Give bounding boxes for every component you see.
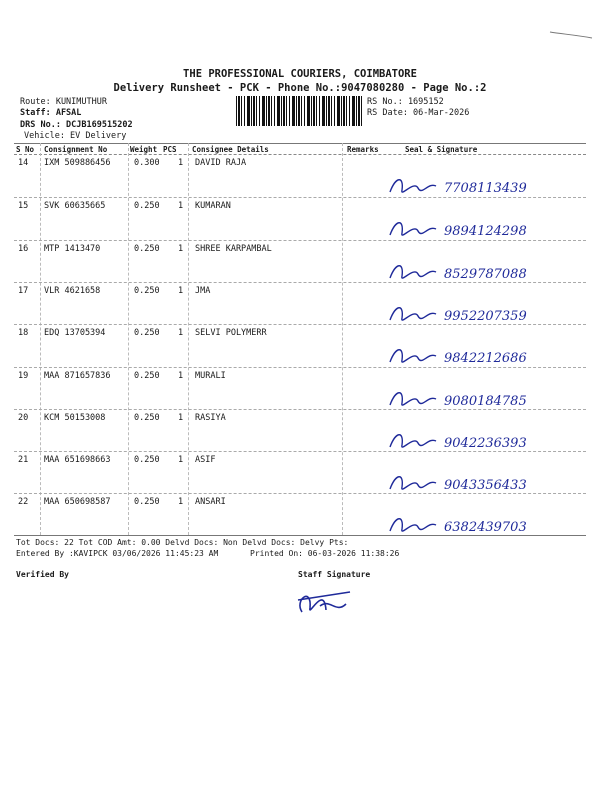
row-consignment-no: MAA 871657836 [44, 371, 111, 381]
column-divider [342, 143, 343, 535]
row-consignment-no: MTP 1413470 [44, 244, 101, 254]
row-sno: 17 [18, 286, 29, 296]
row-consignee: KUMARAN [195, 201, 231, 211]
row-consignment-no: MAA 651698663 [44, 455, 111, 465]
row-weight: 0.250 [134, 328, 160, 338]
signature-scribble [390, 266, 436, 278]
row-pcs: 1 [178, 286, 184, 296]
row-sno: 19 [18, 371, 29, 381]
row-separator [14, 282, 586, 283]
handwritten-phone: 9842212686 [444, 351, 527, 366]
handwritten-phone: 9952207359 [444, 309, 527, 324]
row-consignee: ASIF [195, 455, 216, 465]
row-separator [14, 324, 586, 325]
row-consignment-no: KCM 50153008 [44, 413, 106, 423]
staff-signature-label: Staff Signature [298, 570, 371, 579]
column-divider [188, 143, 189, 535]
handwritten-signature [388, 427, 588, 457]
row-separator [14, 451, 586, 452]
row-weight: 0.250 [134, 286, 160, 296]
signature-scribble [390, 223, 436, 235]
signature-scribble [390, 393, 436, 405]
row-consignee: SHREE KARPAMBAL [195, 244, 272, 254]
row-pcs: 1 [178, 244, 184, 254]
handwritten-phone: 7708113439 [444, 181, 527, 196]
row-separator [14, 197, 586, 198]
column-divider [128, 143, 129, 535]
row-consignment-no: SVK 60635665 [44, 201, 106, 211]
signature-scribble [390, 180, 436, 192]
vehicle: Vehicle: EV Delivery [24, 131, 127, 141]
row-sno: 15 [18, 201, 29, 211]
handwritten-phone: 6382439703 [444, 520, 527, 535]
company-name: THE PROFESSIONAL COURIERS, COIMBATORE [183, 68, 417, 80]
row-consignment-no: IXM 509886456 [44, 158, 111, 168]
signature-scribble [390, 308, 436, 320]
row-sno: 22 [18, 497, 29, 507]
handwritten-signature [388, 511, 588, 541]
handwritten-phone: 9080184785 [444, 394, 527, 409]
drs-number: DRS No.: DCJB169515202 [20, 120, 133, 130]
row-consignee: DAVID RAJA [195, 158, 247, 168]
row-sno: 16 [18, 244, 29, 254]
col-weight: Weight [130, 145, 158, 154]
route: Route: KUNIMUTHUR [20, 97, 107, 107]
row-sno: 21 [18, 455, 29, 465]
row-weight: 0.300 [134, 158, 160, 168]
signature-scribble [390, 477, 436, 489]
barcode [236, 96, 364, 126]
signature-scribble [390, 519, 436, 531]
signature-scribble [390, 350, 436, 362]
handwritten-phone: 9894124298 [444, 224, 527, 239]
totals-line: Tot Docs: 22 Tot COD Amt: 0.00 Delvd Docs: Non Delvd Docs: Delvy Pts: [16, 538, 349, 547]
col-sno: S No [16, 145, 35, 154]
row-pcs: 1 [178, 455, 184, 465]
row-sno: 20 [18, 413, 29, 423]
column-divider [40, 143, 41, 535]
row-weight: 0.250 [134, 455, 160, 465]
row-separator [14, 409, 586, 410]
row-pcs: 1 [178, 497, 184, 507]
handwritten-signature [388, 300, 588, 330]
row-consignment-no: EDQ 13705394 [44, 328, 106, 338]
row-consignee: MURALI [195, 371, 226, 381]
table-header-rule [14, 154, 586, 155]
rs-date: RS Date: 06-Mar-2026 [367, 108, 470, 118]
row-separator [14, 367, 586, 368]
staff-signature-scribble [290, 578, 370, 620]
table-top-rule [14, 143, 586, 144]
col-consignee-details: Consignee Details [192, 145, 269, 154]
row-weight: 0.250 [134, 244, 160, 254]
row-consignee: SELVI POLYMERR [195, 328, 267, 338]
printed-on: Printed On: 06-03-2026 11:38:26 [250, 549, 400, 558]
staff: Staff: AFSAL [20, 108, 82, 118]
signature-scribble [390, 435, 436, 447]
row-pcs: 1 [178, 201, 184, 211]
col-consignment: Consignment No [44, 145, 108, 154]
runsheet-subtitle: Delivery Runsheet - PCK - Phone No.:9047080280 - Page No.:2 [113, 82, 487, 94]
row-pcs: 1 [178, 413, 184, 423]
row-weight: 0.250 [134, 201, 160, 211]
verified-by-label: Verified By [16, 570, 69, 579]
col-pcs: PCS [163, 145, 177, 154]
col-remarks: Remarks [347, 145, 379, 154]
handwritten-phone: 9042236393 [444, 436, 527, 451]
row-consignment-no: VLR 4621658 [44, 286, 101, 296]
handwritten-signature [388, 385, 588, 415]
row-consignee: ANSARI [195, 497, 226, 507]
row-separator [14, 493, 586, 494]
handwritten-phone: 8529787088 [444, 267, 527, 282]
handwritten-signature [388, 469, 588, 499]
row-weight: 0.250 [134, 497, 160, 507]
row-sno: 14 [18, 158, 29, 168]
col-seal-signature: Seal & Signature [405, 145, 478, 154]
row-consignee: RASIYA [195, 413, 226, 423]
row-pcs: 1 [178, 371, 184, 381]
corner-mark [548, 28, 594, 40]
row-sno: 18 [18, 328, 29, 338]
row-consignee: JMA [195, 286, 211, 296]
row-consignment-no: MAA 650698587 [44, 497, 111, 507]
row-separator [14, 240, 586, 241]
handwritten-signature [388, 258, 588, 288]
row-weight: 0.250 [134, 413, 160, 423]
row-pcs: 1 [178, 328, 184, 338]
handwritten-phone: 9043356433 [444, 478, 527, 493]
entered-by: Entered By :KAVIPCK 03/06/2026 11:45:23 AM [16, 549, 219, 558]
row-weight: 0.250 [134, 371, 160, 381]
row-pcs: 1 [178, 158, 184, 168]
rs-number: RS No.: 1695152 [367, 97, 444, 107]
